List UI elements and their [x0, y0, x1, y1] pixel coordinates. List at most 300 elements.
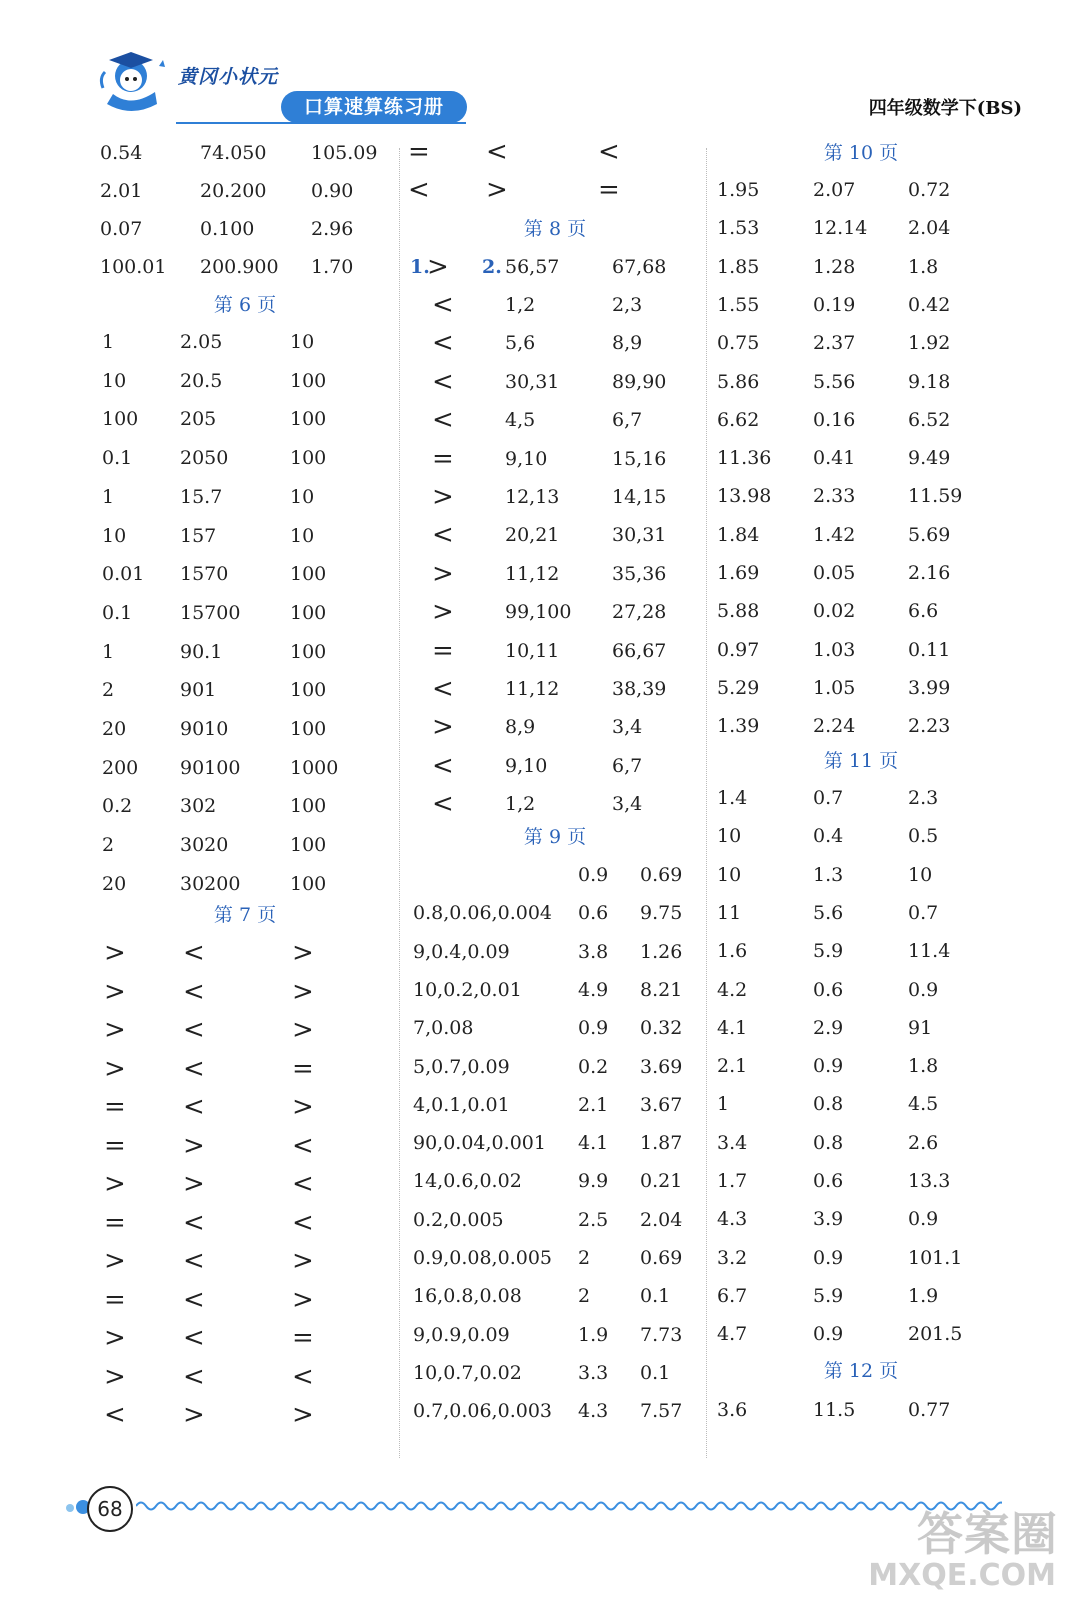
answer-cell: 1.9	[578, 1323, 609, 1346]
answer-cell: 5,6	[505, 332, 536, 355]
answer-cell: 100	[290, 408, 327, 431]
answer-cell: 0.72	[908, 179, 951, 201]
answer-cell: >	[432, 712, 454, 743]
answer-cell: 35,36	[612, 562, 667, 585]
answer-cell: 100.01	[100, 256, 167, 278]
answer-cell: 67,68	[612, 256, 667, 278]
answer-cell: 7.73	[640, 1323, 683, 1346]
answer-cell: 1.92	[908, 332, 951, 355]
answer-cell: =	[408, 137, 430, 167]
answer-cell: 1.55	[717, 293, 760, 316]
answer-cell: 0.100	[200, 218, 255, 240]
answer-cell: 9,10	[505, 754, 548, 777]
answer-cell: 5.86	[717, 370, 760, 393]
answer-cell: 4.2	[717, 978, 748, 1001]
answer-cell: 2.6	[908, 1131, 939, 1154]
answer-cell: 0.1	[640, 1285, 671, 1308]
answer-cell: 0.54	[100, 142, 143, 164]
answer-cell: 0.11	[908, 638, 951, 661]
answer-cell: 1	[102, 331, 115, 353]
answer-cell: 6.7	[717, 1284, 748, 1307]
answer-cell: >	[432, 597, 454, 628]
answer-cell: 91	[908, 1016, 933, 1039]
answer-cell: 1.8	[908, 1055, 939, 1078]
answer-cell: >	[183, 1400, 205, 1430]
answer-cell: 13.98	[717, 485, 772, 508]
answer-cell: 99,100	[505, 601, 572, 624]
answer-cell: 5.9	[813, 940, 844, 963]
answer-cell: 10	[290, 485, 315, 508]
answer-cell: 6.52	[908, 408, 951, 431]
answer-cell: 20.200	[200, 180, 267, 202]
answer-cell: 2.1	[578, 1093, 609, 1116]
answer-cell: =	[292, 1323, 314, 1353]
answer-cell: 4.1	[717, 1016, 748, 1039]
answer-cell: <	[292, 1361, 314, 1392]
answer-cell: 1.6	[717, 940, 748, 963]
answer-cell: 3,4	[612, 716, 643, 739]
answer-cell: 0.2,0.005	[413, 1208, 504, 1231]
answer-cell: 0.4	[813, 825, 844, 848]
answer-cell: >	[427, 252, 449, 282]
answer-cell: 0.1	[102, 601, 133, 624]
answer-cell: <	[432, 520, 454, 551]
answer-cell: 4.1	[578, 1132, 609, 1155]
answer-cell: 4.3	[717, 1208, 748, 1231]
answer-cell: 0.9	[908, 978, 939, 1001]
answer-cell: 66,67	[612, 639, 667, 662]
answer-cell: 11.5	[813, 1399, 856, 1421]
answer-cell: =	[432, 635, 454, 666]
answer-cell: 0.9	[578, 1017, 609, 1040]
answer-cell: 56,57	[505, 256, 560, 278]
answer-cell: <	[432, 789, 454, 820]
answer-cell: 100	[290, 640, 327, 663]
answer-cell: 1.87	[640, 1132, 683, 1155]
answer-cell: 100	[290, 563, 327, 586]
answer-cell: 2	[102, 679, 115, 702]
answer-cell: 6.62	[717, 408, 760, 431]
wave-divider-icon	[136, 1496, 1002, 1516]
answer-cell: 1.69	[717, 562, 760, 584]
answer-cell: 10	[717, 863, 742, 886]
grade-subject-label: 四年级数学下(BS)	[868, 98, 1022, 119]
answer-cell: >	[292, 976, 314, 1007]
answer-cell: 10	[908, 863, 933, 886]
answer-cell: 0.02	[813, 600, 856, 623]
answer-cell: <	[292, 1169, 314, 1199]
answer-cell: <	[183, 1284, 205, 1315]
answer-cell: 1.42	[813, 523, 856, 546]
answer-cell: <	[183, 976, 205, 1007]
answer-cell: 205	[180, 408, 217, 431]
answer-cell: 200.900	[200, 256, 279, 278]
answer-cell: 7,0.08	[413, 1017, 474, 1040]
answer-cell: >	[104, 938, 126, 968]
answer-cell: 1.7	[717, 1170, 748, 1192]
answer-cell: 1	[102, 640, 115, 663]
answer-cell: 0.9	[813, 1246, 844, 1269]
answer-cell: 14,0.6,0.02	[413, 1170, 522, 1193]
answer-cell: 0.1	[102, 447, 133, 470]
decor-dot-icon	[66, 1504, 74, 1512]
answer-cell: <	[183, 938, 205, 968]
answer-cell: 0.2	[102, 795, 133, 818]
answer-cell: 11	[717, 901, 742, 924]
answer-cell: 1.8	[908, 255, 939, 278]
answer-cell: 100	[290, 872, 327, 895]
answer-cell: 0.7	[908, 901, 939, 924]
answer-cell: 5,0.7,0.09	[413, 1055, 510, 1078]
answer-cell: <	[486, 137, 508, 167]
answer-cell: 11.36	[717, 447, 772, 470]
answer-cell: 9.75	[640, 902, 683, 925]
answer-cell: 0.9	[813, 1055, 844, 1078]
answer-cell: 3.4	[717, 1131, 748, 1154]
answer-cell: 9,0.4,0.09	[413, 940, 510, 963]
answer-cell: 100	[290, 369, 327, 392]
answer-cell: 0.1	[640, 1361, 671, 1384]
answer-cell: =	[292, 1053, 314, 1084]
answer-cell: 4,5	[505, 409, 536, 432]
answer-cell: 302	[180, 795, 217, 818]
answer-cell: 1.39	[717, 715, 760, 738]
answer-cell: 4.5	[908, 1093, 939, 1116]
answer-cell: 27,28	[612, 601, 667, 624]
answer-cell: >	[104, 1323, 126, 1353]
answer-cell: 1.4	[717, 787, 748, 809]
answer-cell: =	[104, 1092, 126, 1122]
answer-cell: 0.9	[813, 1323, 844, 1346]
answer-cell: 3,4	[612, 793, 643, 816]
answer-cell: 0.21	[640, 1170, 683, 1193]
answer-cell: <	[432, 328, 454, 359]
answer-cell: 2.5	[578, 1208, 609, 1231]
answer-cell: <	[432, 674, 454, 704]
answer-cell: 1,2	[505, 294, 536, 316]
answer-cell: <	[183, 1361, 205, 1392]
answer-cell: 2.16	[908, 562, 951, 584]
answer-cell: 20.5	[180, 369, 223, 392]
answer-cell: 4.7	[717, 1323, 748, 1346]
answer-cell: 4,0.1,0.01	[413, 1093, 510, 1116]
answer-cell: >	[292, 1284, 314, 1315]
answer-cell: 10	[290, 524, 315, 547]
answer-cell: 2.37	[813, 332, 856, 355]
answer-cell: 15,16	[612, 447, 667, 470]
answer-cell: 2,3	[612, 294, 643, 316]
answer-cell: 1.03	[813, 638, 856, 661]
answer-cell: <	[432, 290, 454, 320]
answer-cell: 0.16	[813, 408, 856, 431]
answer-cell: 0.8	[813, 1131, 844, 1154]
answer-cell: 100	[102, 408, 139, 431]
answer-cell: 10,0.7,0.02	[413, 1361, 522, 1384]
answer-cell: 3.2	[717, 1246, 748, 1269]
answer-cell: 11.4	[908, 940, 951, 963]
answer-cell: 1.53	[717, 217, 760, 240]
answer-cell: <	[292, 1207, 314, 1238]
answer-cell: 10	[717, 825, 742, 848]
answer-cell: >	[104, 1361, 126, 1392]
answer-cell: 8.21	[640, 978, 683, 1001]
answer-cell: 5.88	[717, 600, 760, 623]
section-heading: 第 7 页	[213, 904, 277, 926]
answer-cell: >	[183, 1169, 205, 1199]
answer-cell: 0.9	[908, 1208, 939, 1231]
answer-cell: 14,15	[612, 486, 667, 508]
answer-cell: >	[104, 976, 126, 1007]
watermark-logo: 答案圈	[917, 1507, 1058, 1561]
answer-cell: 2.33	[813, 485, 856, 508]
answer-cell: 0.77	[908, 1399, 951, 1421]
answer-cell: =	[104, 1284, 126, 1315]
answer-cell: 1.28	[813, 255, 856, 278]
answer-cell: 0.7	[813, 787, 844, 809]
answer-cell: <	[432, 750, 454, 781]
answer-cell: <	[408, 175, 430, 205]
answer-cell: 1	[102, 485, 115, 508]
answer-cell: 4.3	[578, 1400, 609, 1423]
answer-cell: >	[486, 175, 508, 205]
answer-cell: 0.32	[640, 1017, 683, 1040]
answer-cell: 0.9,0.08,0.005	[413, 1247, 552, 1269]
answer-cell: 10	[290, 331, 315, 353]
answer-cell: 4.9	[578, 978, 609, 1001]
answer-cell: 3.9	[813, 1208, 844, 1231]
answer-cell: 9,0.9,0.09	[413, 1323, 510, 1346]
answer-cell: =	[432, 443, 454, 474]
answer-cell: <	[183, 1015, 205, 1045]
answer-cell: 2.1	[717, 1055, 748, 1078]
answer-cell: 9,10	[505, 447, 548, 470]
answer-cell: 1.85	[717, 255, 760, 278]
answer-cell: 2.04	[908, 217, 951, 240]
answer-cell: 6.6	[908, 600, 939, 623]
answer-cell: 90.1	[180, 640, 223, 663]
answer-cell: 30,31	[612, 524, 667, 547]
answer-cell: 6,7	[612, 754, 643, 777]
answer-cell: 2	[102, 834, 115, 857]
page-number: 68	[87, 1486, 133, 1532]
answer-cell: 1,2	[505, 793, 536, 816]
answer-cell: 0.41	[813, 447, 856, 470]
answer-cell: 2.23	[908, 715, 951, 738]
answer-cell: 2	[578, 1247, 591, 1269]
answer-cell: 1.05	[813, 676, 856, 699]
answer-cell: 1.26	[640, 940, 683, 963]
answer-cell: 20,21	[505, 524, 560, 547]
answer-cell: 10,0.2,0.01	[413, 978, 522, 1001]
section-heading: 第 10 页	[823, 142, 899, 164]
answer-cell: 3.6	[717, 1399, 748, 1421]
answer-cell: 7.57	[640, 1400, 683, 1423]
answer-cell: 2.	[482, 256, 502, 278]
answer-cell: >	[292, 1400, 314, 1430]
answer-cell: 8,9	[612, 332, 643, 355]
answer-cell: =	[104, 1207, 126, 1238]
answer-cell: 0.01	[102, 563, 145, 586]
answer-cell: >	[292, 938, 314, 968]
answer-cell: >	[104, 1053, 126, 1084]
watermark-url: MXQE.COM	[868, 1558, 1056, 1593]
answer-cell: <	[104, 1400, 126, 1430]
answer-cell: <	[183, 1053, 205, 1084]
answer-cell: 2.04	[640, 1208, 683, 1231]
answer-cell: 101.1	[908, 1246, 963, 1269]
answer-cell: 0.2	[578, 1055, 609, 1078]
answer-cell: 90100	[180, 756, 241, 779]
answer-cell: 5.69	[908, 523, 951, 546]
answer-cell: 5.56	[813, 370, 856, 393]
answer-cell: 11,12	[505, 678, 560, 700]
answer-cell: >	[104, 1169, 126, 1199]
answer-cell: 1.84	[717, 523, 760, 546]
answer-cell: 2	[578, 1285, 591, 1308]
answer-cell: 157	[180, 524, 217, 547]
answer-cell: 1	[717, 1093, 730, 1116]
answer-cell: 0.8	[813, 1093, 844, 1116]
answer-cell: 1.3	[813, 863, 844, 886]
answer-cell: 1570	[180, 563, 229, 586]
answer-cell: <	[292, 1130, 314, 1161]
answer-cell: 6,7	[612, 409, 643, 432]
section-heading: 第 11 页	[823, 750, 899, 772]
answer-cell: 74.050	[200, 142, 267, 164]
answer-cell: >	[104, 1015, 126, 1045]
answer-cell: 38,39	[612, 678, 667, 700]
answer-cell: >	[183, 1130, 205, 1161]
answer-cell: 0.69	[640, 864, 683, 886]
answer-cell: <	[183, 1246, 205, 1276]
answer-cell: 8,9	[505, 716, 536, 739]
answer-cell: 20	[102, 718, 127, 740]
answer-cell: 3020	[180, 834, 229, 857]
answer-cell: 1.70	[311, 256, 354, 278]
answer-cell: 100	[290, 447, 327, 470]
answer-cell: >	[292, 1246, 314, 1276]
answer-cell: >	[292, 1015, 314, 1045]
answer-cell: 3.8	[578, 940, 609, 963]
answer-cell: 90,0.04,0.001	[413, 1132, 546, 1155]
answer-cell: 5.9	[813, 1284, 844, 1307]
answer-cell: >	[104, 1246, 126, 1276]
answer-cell: 2050	[180, 447, 229, 470]
answer-cell: 0.90	[311, 180, 354, 202]
answer-cell: 901	[180, 679, 217, 702]
answer-cell: 1.95	[717, 179, 760, 201]
answer-cell: 15.7	[180, 485, 223, 508]
answer-cell: 3.67	[640, 1093, 683, 1116]
answer-cell: 1.	[410, 256, 430, 278]
answer-cell: 100	[290, 601, 327, 624]
section-heading: 第 8 页	[523, 218, 587, 240]
answer-cell: <	[183, 1323, 205, 1353]
answer-cell: 1.9	[908, 1284, 939, 1307]
answer-cell: >	[292, 1092, 314, 1122]
answer-cell: 0.97	[717, 638, 760, 661]
answer-cell: 3.3	[578, 1361, 609, 1384]
answer-cell: 2.96	[311, 218, 354, 240]
answer-cell: 0.07	[100, 218, 143, 240]
answer-cell: 0.05	[813, 562, 856, 584]
answer-cell: 200	[102, 756, 139, 779]
answer-cell: 3.99	[908, 676, 951, 699]
answer-cell: 5.29	[717, 676, 760, 699]
answer-cell: 0.8,0.06,0.004	[413, 902, 552, 925]
answer-cell: =	[598, 175, 620, 205]
answer-cell: >	[432, 558, 454, 589]
answer-cell: 105.09	[311, 142, 378, 164]
answer-cell: 11,12	[505, 562, 560, 585]
answer-cell: <	[432, 405, 454, 436]
answer-cell: 89,90	[612, 370, 667, 393]
brand-name: 黄冈小状元	[178, 66, 279, 88]
answer-cell: 12.14	[813, 217, 868, 240]
answer-cell: 0.75	[717, 332, 760, 355]
answer-cell: 201.5	[908, 1323, 963, 1346]
answer-cell: 20	[102, 872, 127, 895]
answer-cell: =	[104, 1130, 126, 1161]
answer-cell: <	[183, 1207, 205, 1238]
answer-cell: 100	[290, 679, 327, 702]
answer-cell: 16,0.8,0.08	[413, 1285, 522, 1308]
section-heading: 第 6 页	[213, 294, 277, 316]
answer-cell: 0.6	[813, 978, 844, 1001]
answer-cell: >	[432, 482, 454, 512]
answer-cell: 9.49	[908, 447, 951, 470]
answer-cell: 1000	[290, 756, 339, 779]
answer-cell: 2.07	[813, 179, 856, 201]
answer-cell: 100	[290, 795, 327, 818]
answer-cell: 15700	[180, 601, 241, 624]
answer-cell: 0.6	[578, 902, 609, 925]
answer-cell: 30200	[180, 872, 241, 895]
answer-cell: 0.19	[813, 293, 856, 316]
section-heading: 第 12 页	[823, 1360, 899, 1382]
answer-cell: 5.6	[813, 901, 844, 924]
answer-cell: 0.9	[578, 864, 609, 886]
answer-cell: 2.24	[813, 715, 856, 738]
answer-cell: 2.01	[100, 180, 143, 202]
answer-cell: 0.6	[813, 1170, 844, 1192]
answer-cell: 0.7,0.06,0.003	[413, 1400, 552, 1423]
answer-cell: 0.42	[908, 293, 951, 316]
answer-cell: <	[432, 366, 454, 397]
answer-cell: 100	[290, 718, 327, 740]
answer-cell: 13.3	[908, 1170, 951, 1192]
answer-cell: 10	[102, 369, 127, 392]
answer-cell: 10,11	[505, 639, 560, 662]
answer-cell: 12,13	[505, 486, 560, 508]
answer-cell: 0.5	[908, 825, 939, 848]
answer-cell: 100	[290, 834, 327, 857]
answer-cell: 0.69	[640, 1247, 683, 1269]
answer-cell: 30,31	[505, 370, 560, 393]
answer-cell: 9.9	[578, 1170, 609, 1193]
section-heading: 第 9 页	[523, 826, 587, 848]
answer-cell: 2.05	[180, 331, 223, 353]
book-title-badge: 口算速算练习册	[281, 91, 467, 123]
answer-cell: 9010	[180, 718, 229, 740]
answer-cell: 3.69	[640, 1055, 683, 1078]
answer-cell: <	[183, 1092, 205, 1122]
answer-cell: 11.59	[908, 485, 963, 508]
answer-cell: 2.9	[813, 1016, 844, 1039]
answer-cell: <	[598, 137, 620, 167]
answer-cell: 9.18	[908, 370, 951, 393]
answer-cell: 2.3	[908, 787, 939, 809]
